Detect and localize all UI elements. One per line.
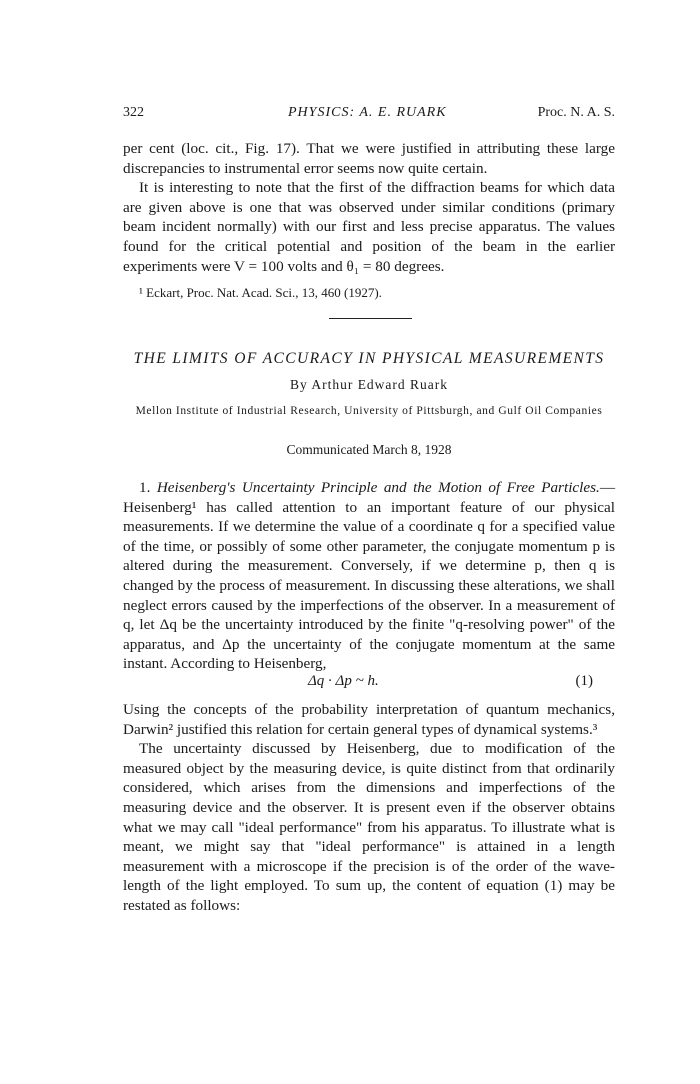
uncertainty-paragraph: The uncertainty discussed by Heisenberg, due to modification of the measured object by the measuring device, is quite distinct from that ordinarily considered, which arises from the dimensions and imperfections of the measuring device and the observer. It is present even if the observer obtains what we may call "ideal performance" from his apparatus. To illustrate what is meant, we might say that "ideal performance" is attained in a length measurement with a microscope if the precision is of the order of the wave-length of the light employed. To sum up, the content of equation (1) may be restated as follows: [123,740,615,914]
article-author: By Arthur Edward Ruark [289,377,449,392]
communicated-date: Communicated March 8, 1928 [286,442,452,457]
article-affiliation: Mellon Institute of Industrial Research, University of Pittsburgh, and Gulf Oil Companies [135,405,603,417]
equation-number: (1) [575,673,593,689]
journal-name: Proc. N. A. S. [537,105,615,120]
article-title: THE LIMITS OF ACCURACY IN PHYSICAL MEASUREMENTS [133,350,605,367]
prev-footnote: ¹ Eckart, Proc. Nat. Acad. Sci., 13, 460 (1927). [139,285,382,301]
prev-paragraph-1: per cent (loc. cit., Fig. 17). That we were justified in attributing these large discrepancies to instrumental error seems now quite certain. [123,140,615,177]
article-body-part1 [123,478,615,674]
section-1-text: —Heisenberg¹ has called attention to an important feature of our physical measurements. If we determine the value of a coordinate q for a specified value of the time, or possibly of some other parameter, the conjugate momentum p is altered during the measurement. Conversely, if we determine p, then q is changed by the process of measurement. In discussing these alterations, we shall neglect errors caused by the imperfections of the observer. In a measurement of q, let Δq be the uncertainty introduced by the finite "q-resolving power" of the apparatus, and Δp the uncertainty of the conjugate momentum at the same instant. According to Heisenberg, [123,479,616,673]
running-header [123,105,615,125]
article-separator-rule [329,318,412,319]
equation-1 [123,673,615,693]
darwin-paragraph: Using the concepts of the probability interpretation of quantum mechanics, Darwin² justified this relation for certain general types of dynamical systems.³ [123,701,615,738]
page-number: 322 [123,105,144,120]
section-number: 1. [139,479,151,496]
section-1-paragraph [123,478,615,674]
equation-body: Δq · Δp ~ h. [308,673,379,689]
prev-paragraph-2: It is interesting to note that the first of the diffraction beams for which data are given above is one that was observed under similar conditions (primary beam incident normally) with our first and less precise apparatus. The values found for the critical potential and position of the beam in the earlier experiments were V = 100 volts and θ₁ = 80 degrees. [123,179,615,275]
article-body-part2 [123,700,615,916]
section-title: Heisenberg's Uncertainty Principle and the Motion of Free Particles. [156,479,600,496]
previous-article-text [123,139,615,301]
running-title: PHYSICS: A. E. RUARK [288,105,447,120]
